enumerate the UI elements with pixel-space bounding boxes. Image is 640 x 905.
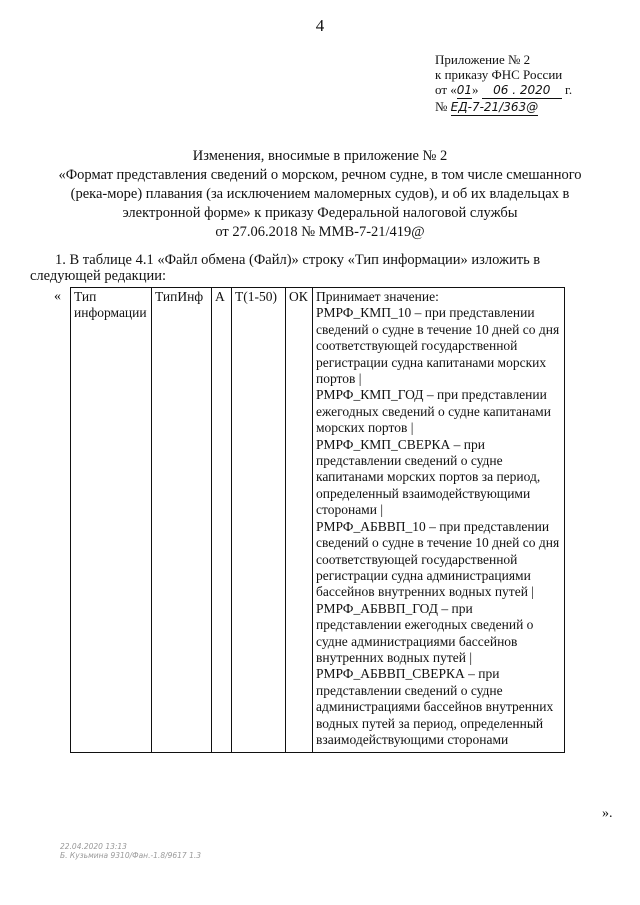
title-line-4: электронной форме» к приказу Федеральной налоговой службы: [122, 205, 518, 221]
paragraph-line-2: следующей редакции:: [30, 268, 167, 284]
quote-open: «: [54, 289, 61, 304]
value-entry: [316, 666, 561, 748]
document-title: [40, 147, 600, 242]
title-line-2: «Формат представления сведений о морском, речном судне, в том числе смешанного: [58, 167, 582, 183]
paragraph-line-1: 1. В таблице 4.1 «Файл обмена (Файл)» строку «Тип информации» изложить в: [55, 252, 541, 268]
appendix-line-1: Приложение № 2: [435, 52, 531, 67]
footer-line-2: Б. Кузьмина 9310/Фан.-1.8/9617 1.3: [60, 851, 202, 860]
page-number: 4: [315, 16, 325, 35]
values-intro: Принимает значение:: [316, 289, 439, 304]
date-suffix: г.: [565, 82, 573, 97]
title-line-5: от 27.06.2018 № ММВ-7-21/419@: [215, 224, 425, 240]
title-line-1: Изменения, вносимые в приложение № 2: [192, 148, 448, 164]
date-prefix: от «: [435, 82, 457, 97]
value-desc: при представлении ежегодных сведений о судне капитанами морских портов |: [316, 387, 551, 436]
date-day: 01: [456, 83, 473, 97]
value-code: РМРФ_КМП_СВЕРКА –: [316, 436, 464, 452]
value-desc: при представлении сведений о судне администрациями бассейнов внутренних водных путей за период, определенный взаимодействующими сторонами: [316, 666, 554, 747]
value-entry: [316, 601, 561, 667]
number-prefix: №: [435, 99, 448, 114]
order-number: ЕД-7-21/363@: [450, 100, 539, 114]
value-entry: [316, 387, 561, 436]
value-desc: при представлении сведений о судне в течение 10 дней со дня соответствующей государственной регистрации судна капитанами морских портов |: [316, 305, 560, 387]
value-entry: [316, 519, 561, 601]
value-code: РМРФ_АБВВП_10 –: [316, 518, 440, 534]
cell-element-name: Тип информации: [71, 288, 152, 753]
footer-stamp: [60, 842, 201, 860]
quote-close: ».: [602, 806, 613, 821]
cell-element-code: ТипИнф: [152, 288, 212, 753]
date-mid: »: [472, 82, 479, 97]
value-desc: при представлении сведений о судне капитанами морских портов за период, определенный взаимодействующими сторонами |: [316, 436, 541, 518]
cell-values: [313, 288, 565, 753]
appendix-date: [435, 82, 635, 99]
value-code: РМРФ_АБВВП_ГОД –: [316, 600, 452, 616]
value-code: РМРФ_КМП_ГОД –: [316, 387, 437, 403]
value-code: РМРФ_АБВВП_СВЕРКА –: [316, 666, 479, 682]
instruction-paragraph: [30, 252, 625, 284]
file-exchange-table: [70, 287, 565, 753]
appendix-number: [435, 99, 635, 116]
cell-format: T(1-50): [232, 288, 286, 753]
value-code: РМРФ_КМП_10 –: [316, 305, 425, 321]
table-row: [71, 288, 565, 753]
value-entry: [316, 305, 561, 387]
value-desc: при представлении ежегодных сведений о судне администрациями бассейнов внутренних водных путей |: [316, 600, 534, 665]
footer-line-1: 22.04.2020 13:13: [60, 842, 127, 851]
title-line-3: (река-море) плавания (за исключением маломерных судов), и об их владельцах в: [70, 186, 570, 202]
appendix-header: [435, 52, 635, 116]
value-entry: [316, 437, 561, 519]
appendix-line-2: к приказу ФНС России: [435, 67, 563, 82]
date-month-year: 06 . 2020: [482, 83, 562, 99]
cell-required: ОК: [286, 288, 313, 753]
cell-attribute-type: А: [212, 288, 232, 753]
value-desc: при представлении сведений о судне в течение 10 дней со дня соответствующей государственной регистрации судна администрациями бассейнов внутренних водных путей |: [316, 518, 560, 600]
